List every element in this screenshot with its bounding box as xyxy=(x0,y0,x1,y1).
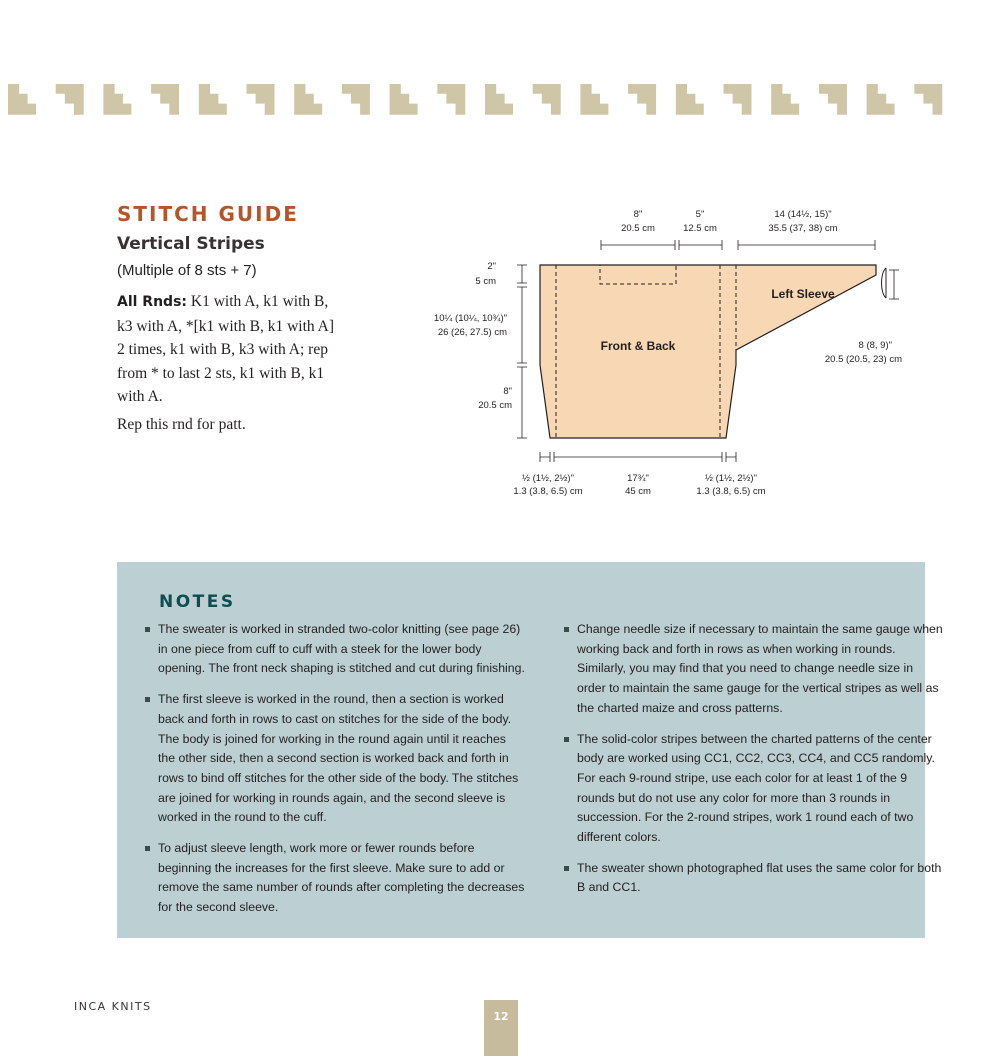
front-back-label: Front & Back xyxy=(600,339,676,353)
note-text: The first sleeve is worked in the round, then a section is worked back and forth in rows to cast on stitches for the side of the body. The body is joined for working in the round again until it reaches the other side, then a second section is worked back and forth in rows to bind off stitches for the other side of the body. The stitches are joined for working in rounds again, and the second sleeve is worked in the round to the cuff. xyxy=(158,692,519,825)
instruction-line: from * to last 2 sts, k1 with B, k1 xyxy=(117,364,325,382)
border-motif xyxy=(867,84,895,115)
book-title: INCA KNITS xyxy=(74,1000,152,1013)
border-motif xyxy=(485,84,513,115)
page-number-tab xyxy=(484,1000,518,1056)
border-motif xyxy=(199,84,227,115)
dim-neck-depth-in: 2" xyxy=(487,261,496,272)
border-motif xyxy=(56,84,84,115)
dim-shoulder-cm: 12.5 cm xyxy=(683,223,717,234)
pattern-name: Vertical Stripes xyxy=(117,234,265,254)
dim-steek-left-in: ½ (1½, 2½)" xyxy=(522,473,574,484)
page-number: 12 xyxy=(493,1010,509,1023)
note-item xyxy=(564,730,944,848)
bullet-icon xyxy=(145,627,150,632)
dim-steek-right-cm: 1.3 (3.8, 6.5) cm xyxy=(696,486,766,497)
note-item xyxy=(145,620,525,679)
border-motif xyxy=(580,84,608,115)
border-motif xyxy=(437,84,465,115)
dim-neck-depth-cm: 5 cm xyxy=(475,276,496,287)
dim-armhole-cm: 26 (26, 27.5) cm xyxy=(437,327,507,338)
border-motif xyxy=(914,84,942,115)
dim-sleeve-length-in: 14 (14½, 15)" xyxy=(774,209,832,220)
border-motif xyxy=(390,84,418,115)
note-item xyxy=(145,839,525,918)
all-rnds-label: All Rnds: xyxy=(117,294,188,310)
bullet-icon xyxy=(145,846,150,851)
pattern-multiple: (Multiple of 8 sts + 7) xyxy=(117,262,257,279)
dim-steek-right-in: ½ (1½, 2½)" xyxy=(705,473,757,484)
note-item xyxy=(145,690,525,828)
bullet-icon xyxy=(564,627,569,632)
instruction-line: K1 with A, k1 with B, xyxy=(187,293,329,310)
dim-shoulder-in: 5" xyxy=(695,209,705,220)
notes-panel xyxy=(117,562,943,938)
note-text: The sweater is worked in stranded two-color knitting (see page 26) in one piece from cuff to cuff with a steek for the lower body opening. The front neck shaping is stitched and cut during finishing. xyxy=(158,622,525,676)
instruction-line: 2 times, k1 with B, k3 with A; rep xyxy=(117,341,328,359)
pattern-instructions xyxy=(117,290,365,409)
dim-armhole-in: 10¼ (10¼, 10¾)" xyxy=(433,313,507,324)
notes-heading: NOTES xyxy=(159,592,236,612)
note-item xyxy=(564,859,944,898)
note-item xyxy=(564,620,944,719)
dim-hem-in: 17¾" xyxy=(627,473,649,484)
note-text: The sweater shown photographed flat uses the same color for both B and CC1. xyxy=(577,860,942,895)
dim-neck-width-in: 8" xyxy=(633,209,643,220)
border-motif xyxy=(8,84,36,115)
border-motif xyxy=(342,84,370,115)
dim-side-cm: 20.5 cm xyxy=(478,400,512,411)
border-motif xyxy=(103,84,131,115)
dim-side-in: 8" xyxy=(503,386,512,397)
sweater-schematic xyxy=(400,195,960,515)
border-motif xyxy=(294,84,322,115)
note-text: To adjust sleeve length, work more or fewer rounds before beginning the increases for the first sleeve. Make sure to add or remove the same number of rounds after completing the decreases for the second sleeve. xyxy=(158,841,525,915)
dim-cuff-cm: 20.5 (20.5, 23) cm xyxy=(824,354,902,365)
instruction-line: k3 with A, *[k1 with B, k1 with A] xyxy=(117,317,335,335)
notes-column-right xyxy=(564,620,944,909)
border-motif xyxy=(533,84,561,115)
dim-hem-cm: 45 cm xyxy=(625,486,651,497)
border-motif xyxy=(771,84,799,115)
dim-cuff-in: 8 (8, 9)" xyxy=(858,340,892,351)
border-motif xyxy=(247,84,275,115)
border-motif xyxy=(151,84,179,115)
note-text: The solid-color stripes between the charted patterns of the center body are worked using CC1, CC2, CC3, CC4, and CC5 randomly. For each 9-round stripe, use each color for at least 1 of the 9 rounds but do not use any color for more than 3 rounds in succession. For the 2-round stripes, work 1 round each of two different colors. xyxy=(577,731,935,845)
stitch-guide-heading: STITCH GUIDE xyxy=(117,202,299,226)
dim-neck-width-cm: 20.5 cm xyxy=(621,223,655,234)
border-motif xyxy=(724,84,752,115)
left-sleeve-label: Left Sleeve xyxy=(771,287,835,301)
bullet-icon xyxy=(145,697,150,702)
dim-sleeve-length-cm: 35.5 (37, 38) cm xyxy=(768,223,838,234)
dim-steek-left-cm: 1.3 (3.8, 6.5) cm xyxy=(513,486,583,497)
decorative-border xyxy=(0,80,999,120)
cuff-shape xyxy=(882,268,887,298)
border-motif xyxy=(628,84,656,115)
repeat-instruction: Rep this rnd for patt. xyxy=(117,416,246,433)
bullet-icon xyxy=(564,866,569,871)
bullet-icon xyxy=(564,737,569,742)
border-motif xyxy=(819,84,847,115)
instruction-line: with A. xyxy=(117,388,163,406)
border-motif xyxy=(676,84,704,115)
notes-column-left xyxy=(145,620,525,929)
note-text: Change needle size if necessary to maintain the same gauge when working back and forth in rows as when working in rounds. Similarly, you may find that you need to change needle size in order to maintain the same gauge for the vertical stripes as well as the charted maize and cross patterns. xyxy=(577,622,943,715)
